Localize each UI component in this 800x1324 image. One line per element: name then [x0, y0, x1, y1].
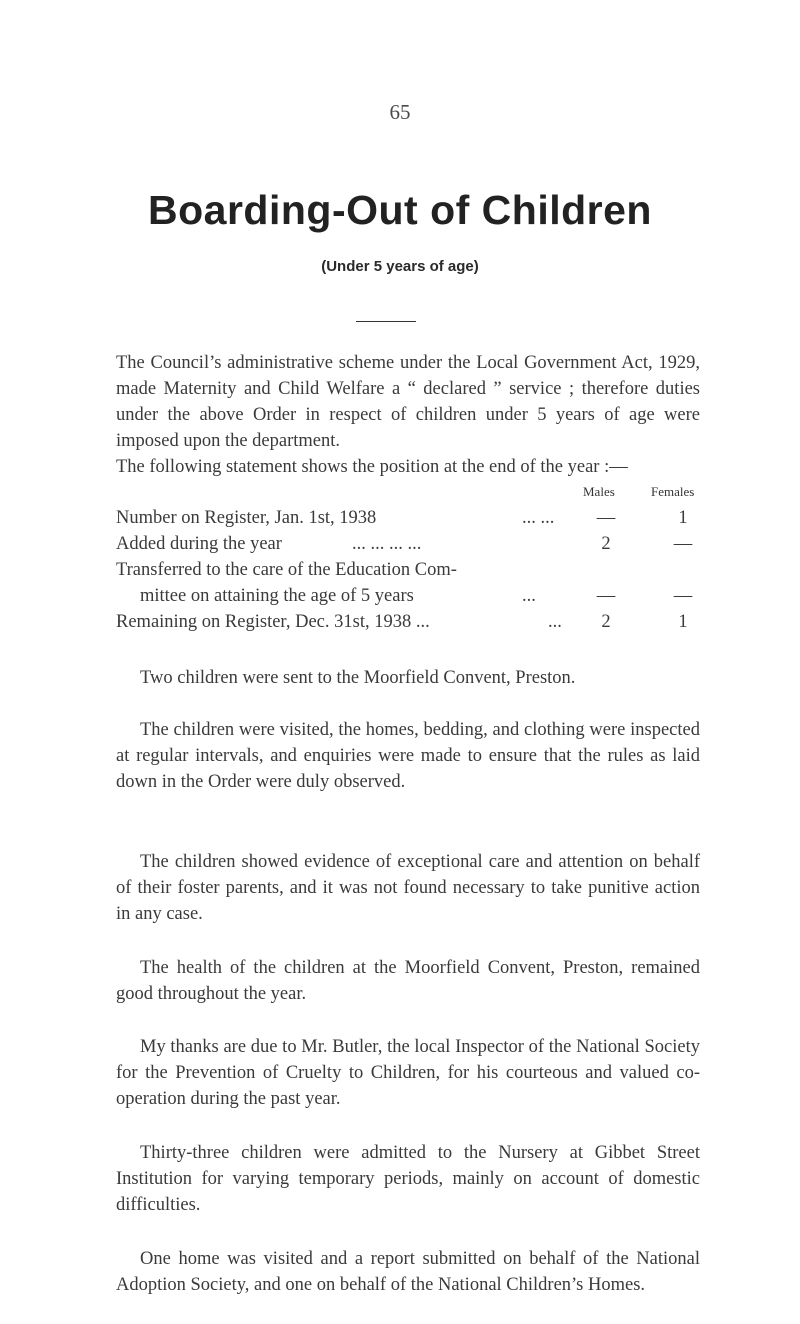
intro-paragraph: The Council’s administrative scheme under the Local Government Act, 1929, made Maternity and Child Welfare a “ declared ” service ; therefore duties under the above Order in respect of children under 5 years of age were imposed upon the department.	[116, 353, 700, 451]
statement-row	[116, 609, 712, 635]
moorfield-section	[116, 665, 712, 691]
statement-row	[116, 505, 712, 531]
statement-row-males: —	[596, 586, 616, 606]
health-paragraph: The health of the children at the Moorfield Convent, Preston, remained good throughout the year.	[116, 958, 700, 1004]
statement-row-leader: ...	[548, 612, 562, 632]
page-title: Boarding-Out of Children	[148, 187, 652, 233]
care-section	[116, 849, 700, 927]
care-paragraph: The children showed evidence of exceptional care and attention on behalf of their foster parents, and it was not found necessary to take punitive action in any case.	[116, 852, 700, 924]
statement-row-males: 2	[601, 534, 611, 554]
column-header-females: Females	[651, 484, 695, 499]
statement-row	[116, 583, 712, 609]
statement-lead-section	[116, 454, 712, 480]
visits-section	[116, 717, 700, 795]
statement-row-females: 1	[678, 508, 688, 528]
statement-row	[116, 531, 712, 557]
column-header-males: Males	[583, 484, 615, 499]
statement-lead-paragraph	[116, 454, 712, 480]
statement-row-males: —	[596, 508, 616, 528]
statement-row-leader: ... ...	[522, 508, 555, 528]
statement-row-males: 2	[601, 612, 611, 632]
statement-row-leader: ...	[522, 586, 536, 606]
statement-row-females: —	[673, 534, 693, 554]
adoption-section	[116, 1246, 700, 1298]
thanks-section	[116, 1034, 700, 1112]
statement-row-label: mittee on attaining the age of 5 years	[140, 586, 414, 606]
statement-row	[116, 557, 712, 583]
statement-row-label: Remaining on Register, Dec. 31st, 1938 ...	[116, 612, 430, 632]
page-subtitle: (Under 5 years of age)	[321, 258, 479, 275]
statement-row-leader: ... ... ... ...	[352, 534, 422, 554]
statement-row-label: Added during the year	[116, 534, 282, 554]
statement-row-females: —	[673, 586, 693, 606]
health-section	[116, 955, 700, 1007]
visits-paragraph: The children were visited, the homes, bedding, and clothing were inspected at regular intervals, and enquiries were made to ensure that the rules as laid down in the Order were duly observed.	[116, 720, 700, 792]
moorfield-paragraph: Two children were sent to the Moorfield Convent, Preston.	[140, 668, 576, 688]
nursery-section	[116, 1140, 700, 1218]
intro-section	[116, 350, 700, 454]
statement-row-females: 1	[678, 612, 688, 632]
adoption-paragraph: One home was visited and a report submitted on behalf of the National Adoption Society, and one on behalf of the National Children’s Homes.	[116, 1249, 700, 1295]
title-divider	[356, 321, 416, 322]
statement-row-label: Transferred to the care of the Education Com-	[116, 560, 457, 580]
page-number: 65	[389, 100, 411, 124]
statement-row-label: Number on Register, Jan. 1st, 1938	[116, 508, 377, 528]
thanks-paragraph: My thanks are due to Mr. Butler, the local Inspector of the National Society for the Prevention of Cruelty to Children, for his courteous and valued co-operation during the past year.	[116, 1037, 700, 1109]
statement-lead-text: The following statement shows the position at the end of the year :—	[116, 457, 628, 477]
nursery-paragraph: Thirty-three children were admitted to the Nursery at Gibbet Street Institution for varying temporary periods, mainly on account of domestic difficulties.	[116, 1143, 700, 1215]
